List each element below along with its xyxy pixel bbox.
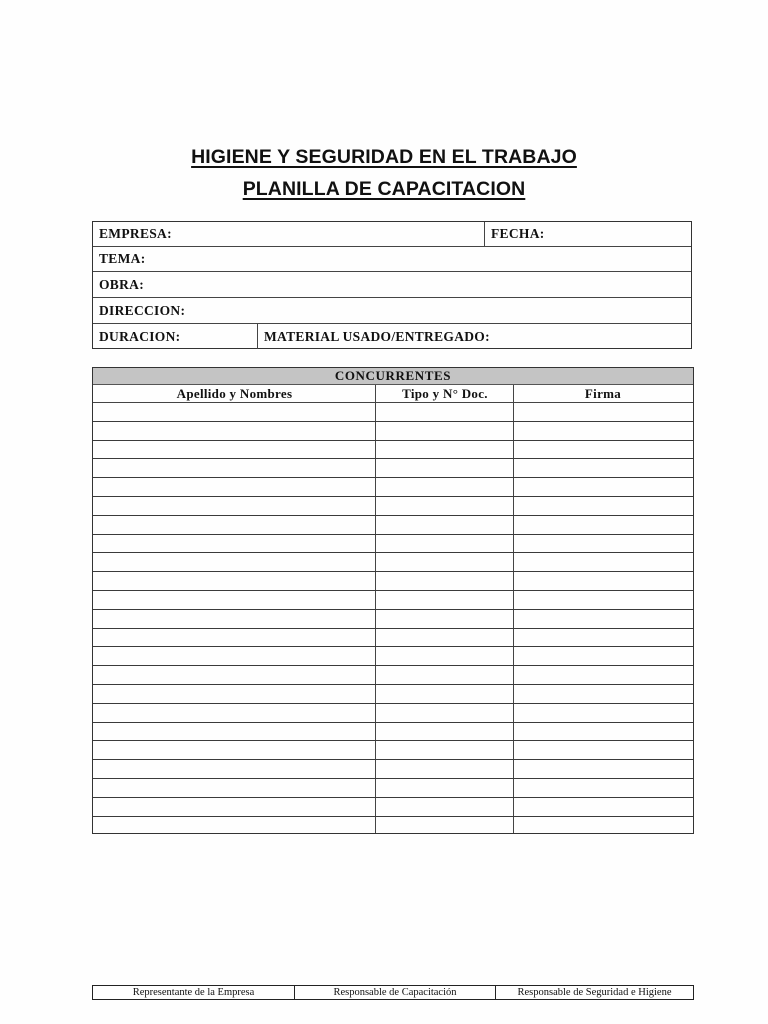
- empresa-label: EMPRESA:: [99, 226, 172, 241]
- attendee-document-cell[interactable]: [376, 629, 514, 647]
- attendees-rows: [93, 403, 693, 833]
- attendee-name-cell[interactable]: [93, 760, 376, 778]
- attendee-signature-cell[interactable]: [514, 629, 692, 647]
- attendee-document-cell[interactable]: [376, 441, 514, 459]
- attendee-signature-cell[interactable]: [514, 760, 692, 778]
- duracion-label: DURACION:: [99, 328, 181, 344]
- fecha-field[interactable]: [484, 222, 693, 246]
- attendee-name-cell[interactable]: [93, 723, 376, 741]
- attendee-document-cell[interactable]: [376, 741, 514, 759]
- attendee-signature-cell[interactable]: [514, 647, 692, 665]
- attendee-name-cell[interactable]: [93, 647, 376, 665]
- attendee-name-cell[interactable]: [93, 459, 376, 477]
- tema-field[interactable]: [93, 247, 691, 271]
- attendee-name-cell[interactable]: [93, 779, 376, 797]
- attendee-document-cell[interactable]: [376, 817, 514, 836]
- attendee-document-cell[interactable]: [376, 497, 514, 515]
- attendee-signature-cell[interactable]: [514, 572, 692, 590]
- attendee-document-cell[interactable]: [376, 516, 514, 534]
- table-row: [93, 553, 693, 572]
- attendee-document-cell[interactable]: [376, 591, 514, 609]
- material-label: MATERIAL USADO/ENTREGADO:: [264, 328, 490, 344]
- attendee-name-cell[interactable]: [93, 497, 376, 515]
- table-row: [93, 647, 693, 666]
- attendee-signature-cell[interactable]: [514, 591, 692, 609]
- document-subtitle-text: PLANILLA DE CAPACITACION: [242, 178, 526, 200]
- attendee-name-cell[interactable]: [93, 422, 376, 440]
- table-row: [93, 516, 693, 535]
- attendee-signature-cell[interactable]: [514, 403, 692, 421]
- attendees-section-title: CONCURRENTES: [93, 368, 693, 385]
- info-table: [92, 221, 692, 349]
- table-row: [93, 497, 693, 516]
- attendee-signature-cell[interactable]: [514, 741, 692, 759]
- attendee-signature-cell[interactable]: [514, 535, 692, 553]
- table-row: [93, 741, 693, 760]
- column-header-signature: Firma: [584, 386, 622, 401]
- empresa-field[interactable]: [93, 222, 484, 246]
- attendee-signature-cell[interactable]: [514, 723, 692, 741]
- table-row: [93, 403, 693, 422]
- material-field[interactable]: [257, 324, 693, 349]
- document-title: [0, 146, 768, 169]
- signature-training-manager[interactable]: Responsable de Capacitación: [294, 986, 495, 999]
- attendees-table: [92, 367, 694, 834]
- table-row: [93, 422, 693, 441]
- obra-field[interactable]: [93, 272, 691, 297]
- table-row: [93, 535, 693, 554]
- attendee-signature-cell[interactable]: [514, 798, 692, 816]
- attendee-document-cell[interactable]: [376, 760, 514, 778]
- attendee-document-cell[interactable]: [376, 572, 514, 590]
- attendee-signature-cell[interactable]: [514, 459, 692, 477]
- attendee-name-cell[interactable]: [93, 572, 376, 590]
- attendee-name-cell[interactable]: [93, 629, 376, 647]
- attendee-name-cell[interactable]: [93, 704, 376, 722]
- attendee-name-cell[interactable]: [93, 817, 376, 836]
- attendee-name-cell[interactable]: [93, 478, 376, 496]
- table-row: [93, 779, 693, 798]
- table-row: [93, 704, 693, 723]
- info-row-tema: [93, 247, 691, 272]
- attendee-name-cell[interactable]: [93, 741, 376, 759]
- attendee-name-cell[interactable]: [93, 553, 376, 571]
- obra-label: OBRA:: [99, 276, 144, 292]
- signature-footer: [92, 985, 694, 1000]
- attendee-document-cell[interactable]: [376, 535, 514, 553]
- attendee-document-cell[interactable]: [376, 422, 514, 440]
- table-row: [93, 685, 693, 704]
- table-row: [93, 760, 693, 779]
- signature-safety-manager[interactable]: Responsable de Seguridad e Higiene: [495, 986, 693, 999]
- attendee-document-cell[interactable]: [376, 798, 514, 816]
- table-row: [93, 629, 693, 648]
- attendee-document-cell[interactable]: [376, 459, 514, 477]
- attendee-name-cell[interactable]: [93, 610, 376, 628]
- attendee-document-cell[interactable]: [376, 723, 514, 741]
- document-title-text: HIGIENE Y SEGURIDAD EN EL TRABAJO: [191, 146, 577, 168]
- attendee-name-cell[interactable]: [93, 798, 376, 816]
- attendee-signature-cell[interactable]: [514, 422, 692, 440]
- direccion-label: DIRECCION:: [99, 302, 186, 318]
- attendee-document-cell[interactable]: [376, 779, 514, 797]
- attendee-document-cell[interactable]: [376, 553, 514, 571]
- table-row: [93, 441, 693, 460]
- info-row-empresa: [93, 222, 691, 247]
- attendee-name-cell[interactable]: [93, 591, 376, 609]
- attendee-name-cell[interactable]: [93, 535, 376, 553]
- attendee-signature-cell[interactable]: [514, 685, 692, 703]
- table-row: [93, 478, 693, 497]
- info-row-duracion: [93, 324, 691, 349]
- attendee-signature-cell[interactable]: [514, 817, 692, 836]
- attendee-name-cell[interactable]: [93, 516, 376, 534]
- attendee-document-cell[interactable]: [376, 403, 514, 421]
- table-row: [93, 798, 693, 817]
- table-row: [93, 610, 693, 629]
- table-row: [93, 817, 693, 836]
- attendee-signature-cell[interactable]: [514, 779, 692, 797]
- column-header-name: Apellido y Nombres: [176, 386, 293, 401]
- direccion-field[interactable]: [93, 298, 691, 323]
- attendee-signature-cell[interactable]: [514, 441, 692, 459]
- table-row: [93, 591, 693, 610]
- attendee-document-cell[interactable]: [376, 666, 514, 684]
- attendee-document-cell[interactable]: [376, 610, 514, 628]
- info-row-direccion: [93, 298, 691, 324]
- attendee-signature-cell[interactable]: [514, 610, 692, 628]
- attendee-document-cell[interactable]: [376, 478, 514, 496]
- attendee-signature-cell[interactable]: [514, 478, 692, 496]
- attendee-document-cell[interactable]: [376, 647, 514, 665]
- attendee-name-cell[interactable]: [93, 403, 376, 421]
- fecha-label: FECHA:: [491, 226, 545, 241]
- attendee-name-cell[interactable]: [93, 441, 376, 459]
- attendee-document-cell[interactable]: [376, 704, 514, 722]
- attendee-signature-cell[interactable]: [514, 666, 692, 684]
- signature-company-representative[interactable]: Representante de la Empresa: [132, 987, 255, 998]
- attendees-header-row: [93, 385, 693, 403]
- table-row: [93, 459, 693, 478]
- attendee-name-cell[interactable]: [93, 666, 376, 684]
- table-row: [93, 572, 693, 591]
- table-row: [93, 666, 693, 685]
- attendee-signature-cell[interactable]: [514, 704, 692, 722]
- table-row: [93, 723, 693, 742]
- attendee-name-cell[interactable]: [93, 685, 376, 703]
- tema-label: TEMA:: [99, 251, 146, 266]
- attendee-signature-cell[interactable]: [514, 553, 692, 571]
- document-subtitle: [0, 178, 768, 201]
- duracion-field[interactable]: [93, 324, 257, 349]
- attendee-signature-cell[interactable]: [514, 516, 692, 534]
- column-header-document: Tipo y N° Doc.: [402, 386, 488, 401]
- info-row-obra: [93, 272, 691, 298]
- attendee-signature-cell[interactable]: [514, 497, 692, 515]
- attendee-document-cell[interactable]: [376, 685, 514, 703]
